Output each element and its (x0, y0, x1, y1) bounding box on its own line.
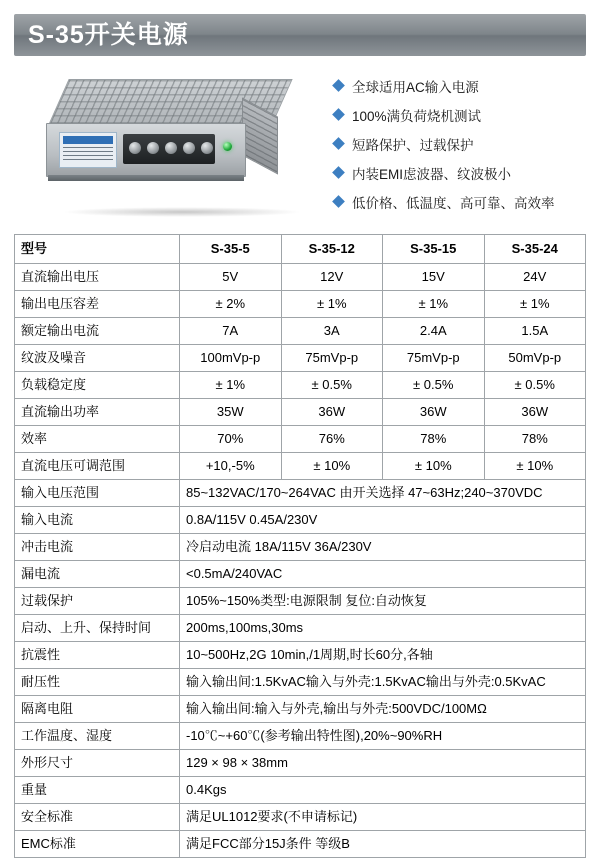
table-row (15, 642, 586, 669)
row-value: <0.5mA/240VAC (180, 561, 586, 588)
table-row (15, 831, 586, 858)
row-label: 重量 (15, 777, 180, 804)
feature-list (324, 72, 586, 221)
feature-text: 100%满负荷烧机测试 (352, 108, 482, 124)
row-value: 75mVp-p (281, 345, 383, 372)
table-row (15, 561, 586, 588)
table-row (15, 345, 586, 372)
row-label: 抗震性 (15, 642, 180, 669)
row-value: ± 1% (180, 372, 282, 399)
terminal-screw (147, 142, 159, 154)
table-row (15, 426, 586, 453)
terminal-block (123, 134, 215, 164)
row-label: 效率 (15, 426, 180, 453)
row-label: 冲击电流 (15, 534, 180, 561)
table-header-row (15, 235, 586, 264)
row-value: 2.4A (383, 318, 485, 345)
table-row (15, 669, 586, 696)
row-label: 直流输出功率 (15, 399, 180, 426)
row-value: 36W (281, 399, 383, 426)
table-row (15, 696, 586, 723)
row-value: 输入输出间:输入与外壳,输出与外壳:500VDC/100MΩ (180, 696, 586, 723)
row-value: 3A (281, 318, 383, 345)
table-row (15, 291, 586, 318)
row-label: 耐压性 (15, 669, 180, 696)
specification-table (14, 234, 586, 858)
diamond-bullet-icon (332, 108, 345, 121)
table-row (15, 507, 586, 534)
diamond-bullet-icon (332, 166, 345, 179)
table-row (15, 723, 586, 750)
row-value: 0.8A/115V 0.45A/230V (180, 507, 586, 534)
column-header-s35-15: S-35-15 (383, 235, 485, 264)
row-label: 漏电流 (15, 561, 180, 588)
row-value: 输入输出间:1.5KvAC输入与外壳:1.5KvAC输出与外壳:0.5KvAC (180, 669, 586, 696)
row-label: 过载保护 (15, 588, 180, 615)
row-label: 隔离电阻 (15, 696, 180, 723)
row-value: 35W (180, 399, 282, 426)
row-label: 输入电流 (15, 507, 180, 534)
feature-text: 短路保护、过载保护 (352, 137, 474, 153)
row-value: ± 1% (281, 291, 383, 318)
feature-item (334, 76, 586, 96)
row-value: 5V (180, 264, 282, 291)
power-led-indicator (223, 142, 232, 151)
row-value: 200ms,100ms,30ms (180, 615, 586, 642)
pcb-base-edge (48, 175, 244, 181)
terminal-screw (129, 142, 141, 154)
terminal-screw (183, 142, 195, 154)
row-value: 129 × 98 × 38mm (180, 750, 586, 777)
row-value: 36W (383, 399, 485, 426)
row-value: 70% (180, 426, 282, 453)
diamond-bullet-icon (332, 79, 345, 92)
row-value: ± 1% (383, 291, 485, 318)
row-value: 76% (281, 426, 383, 453)
row-label: 安全标准 (15, 804, 180, 831)
row-value: 满足UL1012要求(不申请标记) (180, 804, 586, 831)
row-value: ± 0.5% (484, 372, 586, 399)
row-label: 直流输出电压 (15, 264, 180, 291)
table-row (15, 615, 586, 642)
row-label: 直流电压可调范围 (15, 453, 180, 480)
row-label: 外形尺寸 (15, 750, 180, 777)
table-row (15, 480, 586, 507)
terminal-screw (201, 142, 213, 154)
datasheet-page (0, 14, 600, 851)
feature-item (334, 105, 586, 125)
page-header (14, 14, 586, 56)
row-label: 纹波及噪音 (15, 345, 180, 372)
row-value: 85~132VAC/170~264VAC 由开关选择 47~63Hz;240~370VDC (180, 480, 586, 507)
row-value: +10,-5% (180, 453, 282, 480)
table-row (15, 318, 586, 345)
table-row (15, 534, 586, 561)
row-label: 启动、上升、保持时间 (15, 615, 180, 642)
table-row (15, 777, 586, 804)
specification-table-body (15, 235, 586, 858)
row-value: 100mVp-p (180, 345, 282, 372)
psu-front-panel (46, 123, 246, 177)
column-header-s35-24: S-35-24 (484, 235, 586, 264)
row-value: ± 2% (180, 291, 282, 318)
row-label: 额定输出电流 (15, 318, 180, 345)
table-row (15, 399, 586, 426)
row-value: 15V (383, 264, 485, 291)
row-value: ± 0.5% (383, 372, 485, 399)
row-value: 78% (383, 426, 485, 453)
row-label: 输入电压范围 (15, 480, 180, 507)
feature-item (334, 134, 586, 154)
product-image (24, 71, 324, 221)
row-value: 7A (180, 318, 282, 345)
row-value: -10℃~+60℃(参考输出特性图),20%~90%RH (180, 723, 586, 750)
row-value: 10~500Hz,2G 10min,/1周期,时长60分,各轴 (180, 642, 586, 669)
row-value: ± 10% (281, 453, 383, 480)
row-value: 50mVp-p (484, 345, 586, 372)
row-value: 78% (484, 426, 586, 453)
row-value: 24V (484, 264, 586, 291)
table-row (15, 453, 586, 480)
specification-table-wrapper (14, 234, 586, 858)
row-value: 36W (484, 399, 586, 426)
table-row (15, 264, 586, 291)
diamond-bullet-icon (332, 137, 345, 150)
row-label: 工作温度、湿度 (15, 723, 180, 750)
feature-text: 内装EMI虑波器、纹波极小 (352, 166, 512, 182)
column-header-s35-12: S-35-12 (281, 235, 383, 264)
column-header-model: 型号 (15, 235, 180, 264)
row-value: 冷启动电流 18A/115V 36A/230V (180, 534, 586, 561)
drop-shadow (62, 207, 302, 217)
feature-text: 全球适用AC输入电源 (352, 79, 479, 95)
column-header-s35-5: S-35-5 (180, 235, 282, 264)
row-value: ± 10% (484, 453, 586, 480)
row-value: ± 1% (484, 291, 586, 318)
page-title: S-35开关电源 (28, 20, 189, 49)
feature-item (334, 192, 586, 212)
power-supply-illustration (42, 79, 292, 199)
row-label: 负载稳定度 (15, 372, 180, 399)
row-value: 105%~150%类型:电源限制 复位:自动恢复 (180, 588, 586, 615)
product-label-sticker (59, 132, 117, 168)
row-value: ± 0.5% (281, 372, 383, 399)
row-value: ± 10% (383, 453, 485, 480)
table-row (15, 750, 586, 777)
row-value: 12V (281, 264, 383, 291)
table-row (15, 372, 586, 399)
row-value: 满足FCC部分15J条件 等级B (180, 831, 586, 858)
terminal-screw (165, 142, 177, 154)
diamond-bullet-icon (332, 195, 345, 208)
row-value: 1.5A (484, 318, 586, 345)
row-value: 75mVp-p (383, 345, 485, 372)
hero-section (14, 62, 586, 230)
row-label: 输出电压容差 (15, 291, 180, 318)
row-value: 0.4Kgs (180, 777, 586, 804)
table-row (15, 804, 586, 831)
table-row (15, 588, 586, 615)
row-label: EMC标准 (15, 831, 180, 858)
feature-text: 低价格、低温度、高可靠、高效率 (352, 195, 555, 211)
feature-item (334, 163, 586, 183)
